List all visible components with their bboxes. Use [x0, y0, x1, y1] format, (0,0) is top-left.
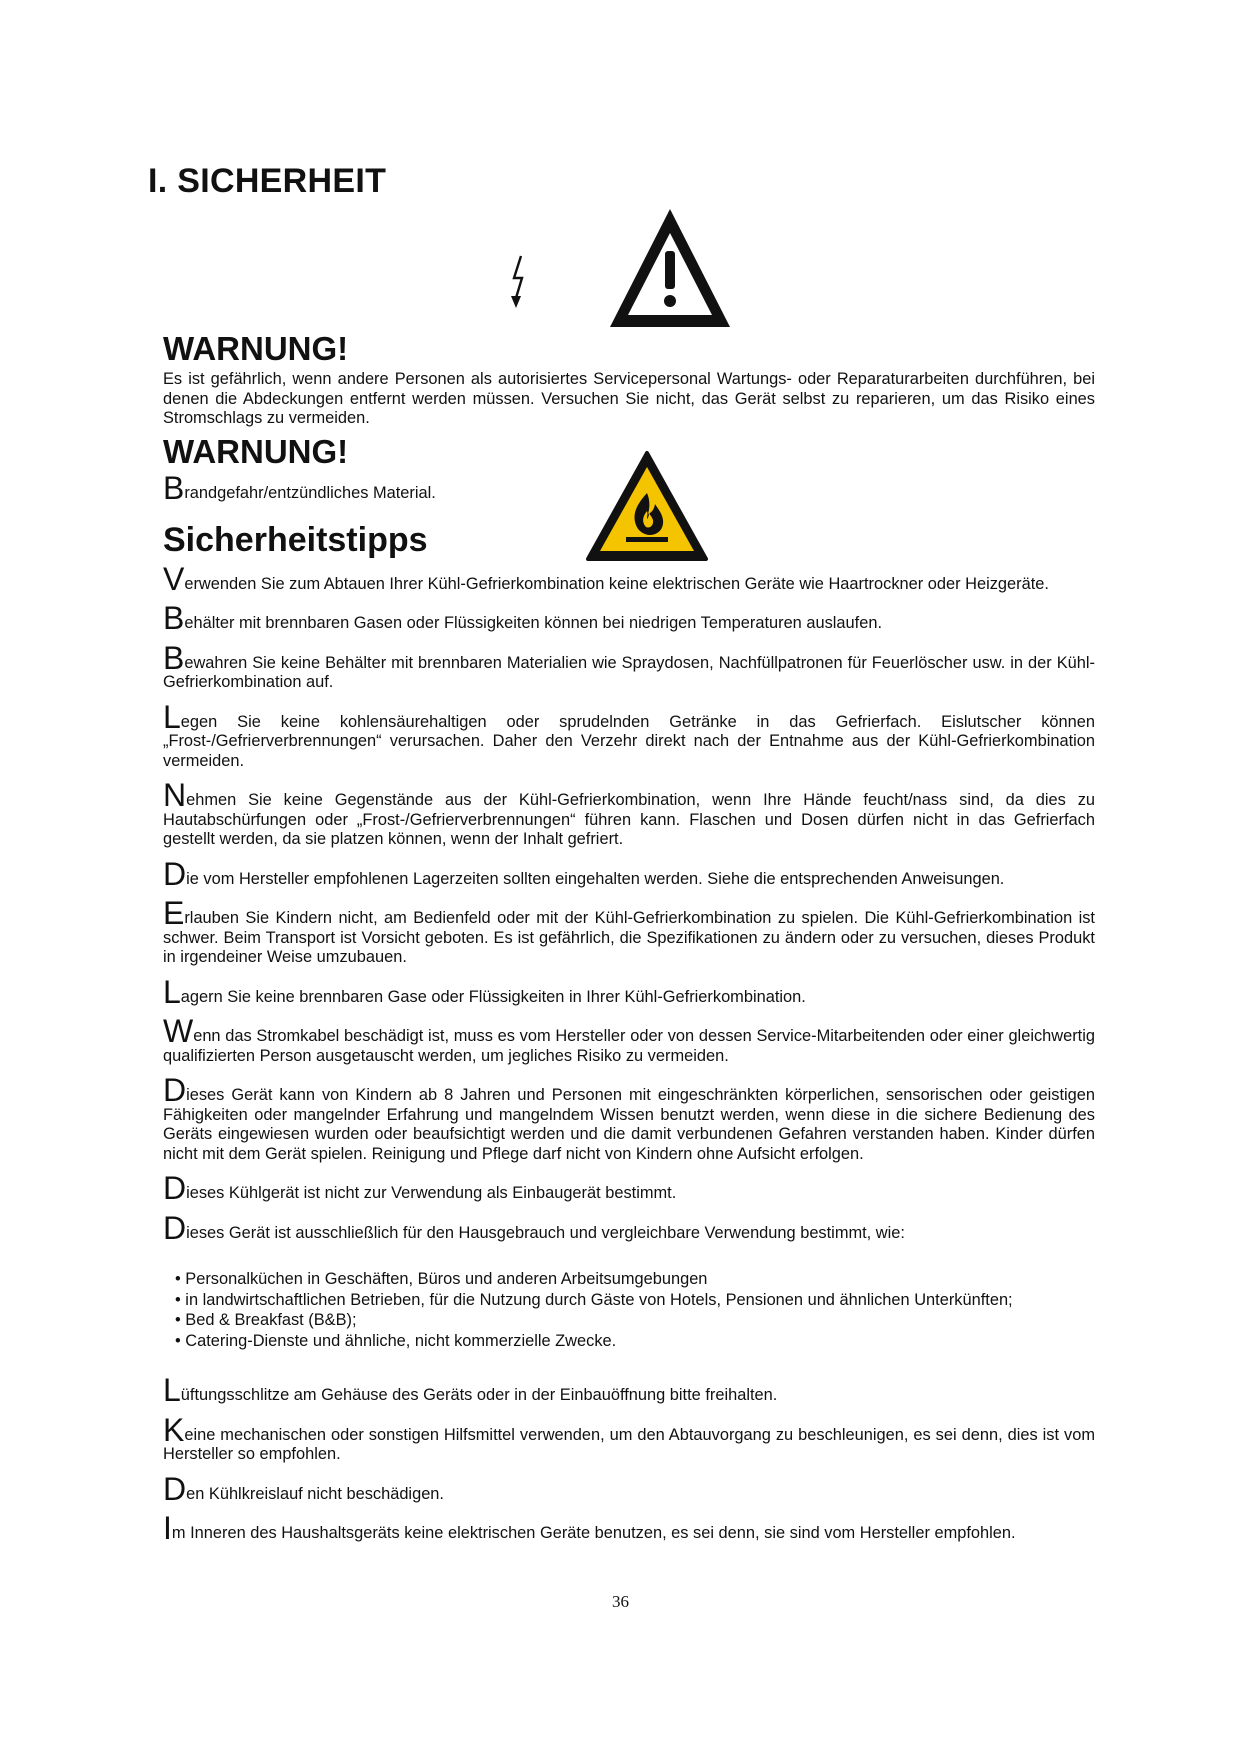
safety-tip [163, 1470, 1095, 1507]
warning-heading-electric: WARNUNG! [163, 330, 349, 367]
page-title: I. SICHERHEIT [148, 162, 387, 200]
drop-cap: E [163, 895, 185, 932]
lightning-bolt-icon [508, 254, 532, 314]
safety-tip-text: üftungsschlitze am Gehäuse des Geräts oder in der Einbauöffnung bitte freihalten. [180, 1386, 778, 1405]
safety-tip-text: agern Sie keine brennbaren Gase oder Flüssigkeiten in Ihrer Kühl-Gefrierkombination. [180, 987, 806, 1006]
page-number: 36 [612, 1592, 629, 1611]
safety-tip-text: ie vom Hersteller empfohlenen Lagerzeiten sollten eingehalten werden. Siehe die entsprechenden Anweisungen. [186, 869, 1005, 888]
drop-cap: B [163, 469, 185, 506]
safety-tip-text: rlauben Sie Kindern nicht, am Bedienfeld oder mit der Kühl-Gefrierkombination zu spielen. Die Kühl-Gefrierkombination ist schwer. Beim Transport ist Vorsicht geboten. Es ist gefährlich, die Spezifikationen zu ändern oder zu versuchen, dieses Produkt in irgendeiner Weise umzubauen. [163, 909, 1095, 967]
safety-tip-text: ewahren Sie keine Behälter mit brennbaren Materialien wie Spraydosen, Nachfüllpatronen für Feuerlöscher usw. in der Kühl-Gefrierkombination auf. [163, 653, 1095, 692]
warning-heading-fire: WARNUNG! [163, 432, 349, 470]
safety-tip [163, 973, 1095, 1010]
warning-text-fire [163, 469, 1095, 506]
bullet-item: • Bed & Breakfast (B&B); [175, 1310, 1095, 1331]
warning-text-electric: Es ist gefährlich, wenn andere Personen als autorisiertes Servicepersonal Wartungs- oder Reparaturarbeiten durchführen, bei denen die Abdeckungen entfernt werden müssen. Versuchen Sie nicht, das Gerät selbst zu reparieren, um das Risiko eines Stromschlags zu vermeiden. [163, 370, 1095, 427]
drop-cap: W [163, 1013, 194, 1050]
drop-cap: L [163, 973, 181, 1010]
safety-tips-list [163, 560, 1095, 1547]
safety-tip [163, 560, 1095, 597]
safety-tip-text: ieses Kühlgerät ist nicht zur Verwendung als Einbaugerät bestimmt. [186, 1184, 677, 1203]
drop-cap: D [163, 1470, 187, 1507]
safety-tip [163, 1411, 1095, 1465]
safety-tip-text: en Kühlkreislauf nicht beschädigen. [186, 1484, 444, 1503]
safety-tip-text: ieses Gerät ist ausschließlich für den Hausgebrauch und vergleichbare Verwendung bestimmt, wie: [186, 1223, 905, 1242]
safety-tip-text: m Inneren des Haushaltsgeräts keine elektrischen Geräte benutzen, es sei denn, sie sind vom Hersteller empfohlen. [171, 1524, 1016, 1543]
drop-cap: N [163, 777, 187, 814]
safety-tip [163, 777, 1095, 850]
usage-bullet-list [175, 1269, 1095, 1351]
safety-tip [163, 1510, 1095, 1547]
safety-tip [163, 895, 1095, 968]
warning-text-fire-body: randgefahr/entzündliches Material. [184, 483, 436, 502]
drop-cap: V [163, 560, 185, 597]
safety-tip [163, 1209, 1095, 1246]
drop-cap: L [163, 1372, 181, 1409]
safety-tip [163, 1072, 1095, 1164]
drop-cap: D [163, 855, 187, 892]
content-column [163, 330, 1095, 1557]
exclamation-warning-icon [606, 205, 734, 331]
safety-tip-text: ehälter mit brennbaren Gasen oder Flüssigkeiten können bei niedrigen Temperaturen auslaufen. [184, 614, 882, 633]
bullet-item: • Personalküchen in Geschäften, Büros und anderen Arbeitsumgebungen [175, 1269, 1095, 1290]
drop-cap: B [163, 600, 185, 637]
drop-cap: K [163, 1411, 185, 1448]
safety-tip [163, 855, 1095, 892]
safety-tip [163, 639, 1095, 693]
safety-tips-heading: Sicherheitstipps [163, 520, 428, 559]
drop-cap: D [163, 1209, 187, 1246]
drop-cap: I [163, 1510, 172, 1547]
bullet-item: • Catering-Dienste und ähnliche, nicht kommerzielle Zwecke. [175, 1331, 1095, 1352]
safety-tip-text: ieses Gerät kann von Kindern ab 8 Jahren und Personen mit eingeschränkten körperlichen, sensorischen oder geistigen Fähigkeiten oder mangelnder Erfahrung und mangelndem Wissen benutzt werden, wenn diese in die sichere Bedienung des Geräts eingewiesen wurden oder beaufsichtigt werden und die damit verbundenen Gefahren verstanden haben. Kinder dürfen nicht mit dem Gerät spielen. Reinigung und Pflege darf nicht von Kindern ohne Aufsicht erfolgen. [163, 1086, 1095, 1163]
drop-cap: L [163, 698, 181, 735]
drop-cap: D [163, 1072, 187, 1109]
safety-tip [163, 698, 1095, 772]
safety-tip-text: ehmen Sie keine Gegenstände aus der Kühl-Gefrierkombination, wenn Ihre Hände feucht/nass sind, da dies zu Hautabschürfungen oder „Frost-/Gefrierverbrennungen“ führen kann. Flaschen und Dosen dürfen nicht in das Gefrierfach gestellt werden, da sie platzen können, wenn der Inhalt gefriert. [163, 791, 1095, 849]
drop-cap: B [163, 639, 185, 676]
safety-tip-text: egen Sie keine kohlensäurehaltigen oder sprudelnden Getränke in das Gefrierfach. Eislutscher können „Frost-/Gefrierverbrennungen“ verursachen. Daher den Verzehr direkt nach der Entnahme aus der Kühl-Gefrierkombination vermeiden. [163, 712, 1095, 770]
safety-tip-text: eine mechanischen oder sonstigen Hilfsmittel verwenden, um den Abtauvorgang zu beschleunigen, es sei denn, dies ist vom Hersteller so empfohlen. [163, 1425, 1095, 1464]
drop-cap: D [163, 1170, 187, 1207]
safety-tip [163, 1013, 1095, 1066]
safety-tip [163, 1170, 1095, 1207]
safety-tip [163, 1372, 1095, 1409]
bullet-item: • in landwirtschaftlichen Betrieben, für die Nutzung durch Gäste von Hotels, Pensionen und ähnlichen Unterkünften; [175, 1290, 1095, 1311]
safety-tip-text: erwenden Sie zum Abtauen Ihrer Kühl-Gefrierkombination keine elektrischen Geräte wie Haartrockner oder Heizgeräte. [184, 574, 1049, 593]
safety-tip [163, 600, 1095, 637]
safety-tip-text: enn das Stromkabel beschädigt ist, muss es vom Hersteller oder von dessen Service-Mitarbeitenden oder einer gleichwertig qualifizierten Person ausgetauscht werden, um jegliches Risiko zu vermeiden. [163, 1027, 1095, 1065]
